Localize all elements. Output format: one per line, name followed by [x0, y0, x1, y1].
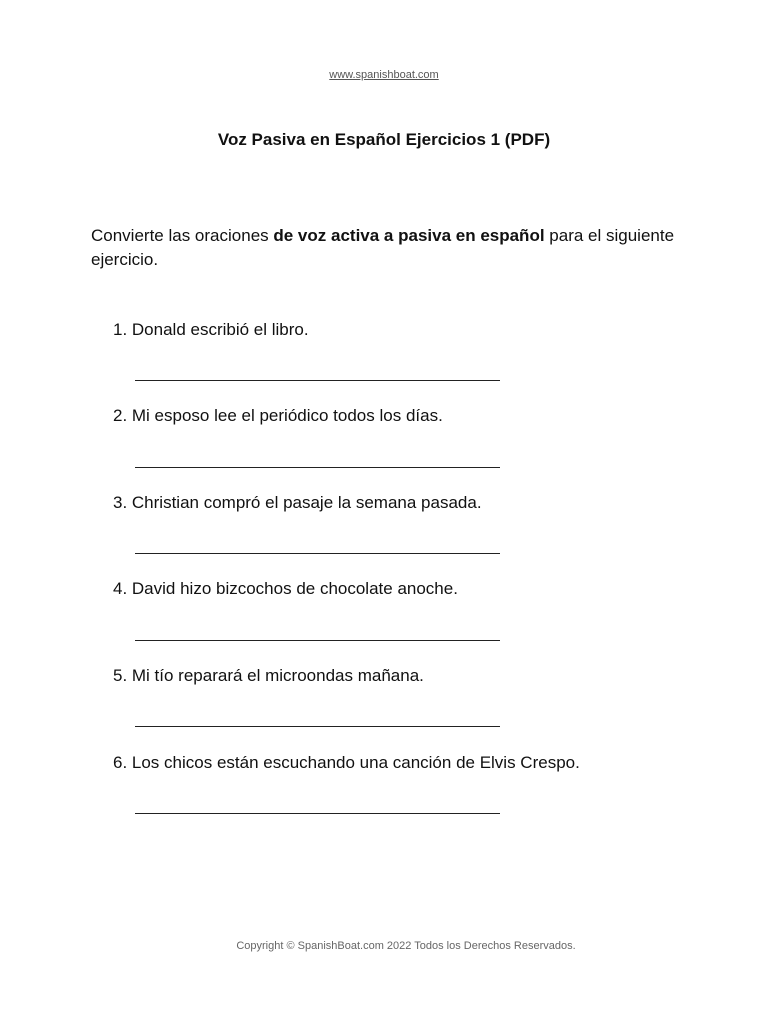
- instructions: [91, 224, 691, 272]
- page-title: Voz Pasiva en Español Ejercicios 1 (PDF): [217, 130, 551, 149]
- answer-line-3: [135, 553, 500, 554]
- answer-line-1: [135, 380, 500, 381]
- site-link[interactable]: www.spanishboat.com: [329, 69, 439, 81]
- answer-line-4: [135, 640, 500, 641]
- instructions-text-end: para el siguiente ejercicio.: [91, 226, 675, 269]
- copyright-footer: Copyright © SpanishBoat.com 2022 Todos los Derechos Reservados.: [236, 940, 576, 952]
- answer-line-5: [135, 726, 500, 727]
- instructions-bold-text: de voz activa a pasiva en español: [273, 226, 545, 245]
- question-3: 3. Christian compró el pasaje la semana pasada.: [113, 493, 482, 512]
- question-1: 1. Donald escribió el libro.: [113, 320, 309, 339]
- question-6: 6. Los chicos están escuchando una canción de Elvis Crespo.: [113, 753, 580, 772]
- answer-line-2: [135, 467, 500, 468]
- answer-line-6: [135, 813, 500, 814]
- question-5: 5. Mi tío reparará el microondas mañana.: [113, 666, 424, 685]
- instructions-text-start: Convierte las oraciones: [91, 226, 274, 245]
- question-4: 4. David hizo bizcochos de chocolate anoche.: [113, 579, 458, 598]
- question-2: 2. Mi esposo lee el periódico todos los días.: [113, 406, 443, 425]
